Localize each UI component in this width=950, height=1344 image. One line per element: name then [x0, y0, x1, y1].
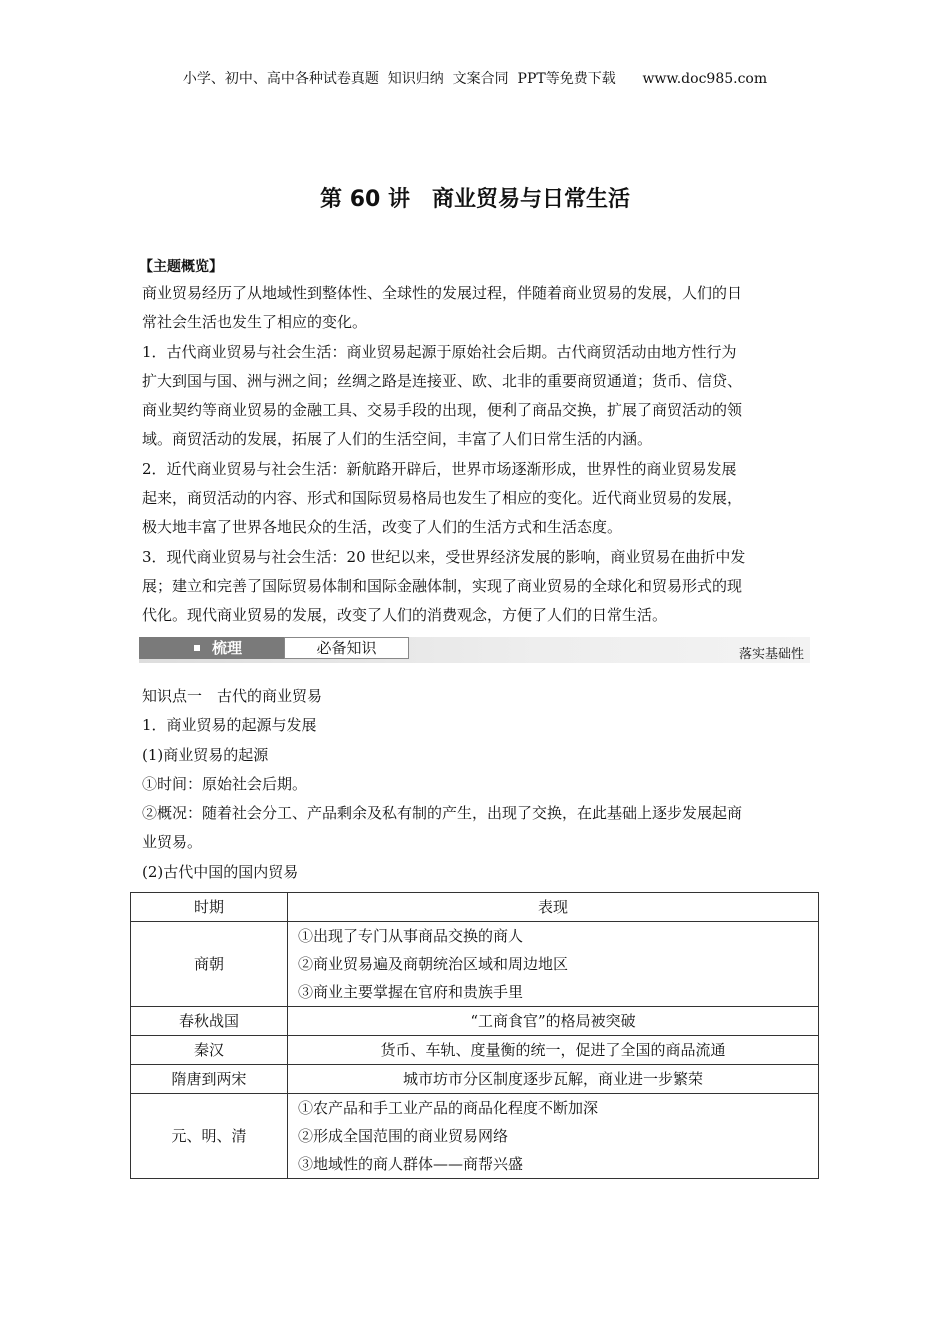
knowledge-section	[142, 682, 812, 887]
text-line: 常社会生活也发生了相应的变化。	[142, 313, 368, 332]
text-line: 起来，商贸活动的内容、形式和国际贸易格局也发生了相应的变化。近代商业贸易的发展，	[142, 489, 743, 508]
content-cell	[288, 1094, 819, 1179]
text-line: 商业贸易经历了从地域性到整体性、全球性的发展过程，伴随着商业贸易的发展，人们的日	[142, 284, 743, 302]
content-item: ①农产品和手工业产品的商品化程度不断加深	[298, 1099, 599, 1117]
period-cell: 隋唐到两宋	[131, 1065, 288, 1094]
text-line: 极大地丰富了世界各地民众的生活，改变了人们的生活方式和生活态度。	[142, 518, 623, 537]
text-line: 2．近代商业贸易与社会生活：新航路开辟后，世界市场逐渐形成，世界性的商业贸易发展	[142, 459, 737, 478]
text-line: 扩大到国与国、洲与洲之间；丝绸之路是连接亚、欧、北非的重要商贸通道；货币、信贷、	[142, 371, 743, 390]
text-line: 1．商业贸易的起源与发展	[142, 716, 317, 735]
content-item: ①出现了专门从事商品交换的商人	[298, 927, 524, 945]
content-item: 货币、车轨、度量衡的统一，促进了全国的商品流通	[380, 1041, 726, 1059]
text-line: 1．古代商业贸易与社会生活：商业贸易起源于原始社会后期。古代商贸活动由地方性行为	[142, 342, 737, 361]
content-item: ③地域性的商人群体——商帮兴盛	[298, 1155, 524, 1173]
overview-section	[139, 255, 812, 631]
period-cell: 元、明、清	[131, 1094, 288, 1179]
text-line: 代化。现代商业贸易的发展，改变了人们的消费观念，方便了人们的日常生活。	[142, 606, 668, 625]
table-row	[131, 1094, 819, 1179]
content-cell	[288, 1036, 819, 1065]
period-cell: 商朝	[131, 922, 288, 1007]
content-cell	[288, 1007, 819, 1036]
text-line: ②概况：随着社会分工、产品剩余及私有制的产生，出现了交换，在此基础上逐步发展起商	[142, 804, 743, 823]
period-cell: 春秋战国	[131, 1007, 288, 1036]
text-line: 展；建立和完善了国际贸易体制和国际金融体制，实现了商业贸易的全球化和贸易形式的现	[142, 576, 743, 595]
content-item: “工商食官”的格局被突破	[470, 1012, 636, 1030]
section-banner	[139, 637, 810, 663]
text-line: ①时间：原始社会后期。	[142, 774, 308, 793]
banner-left	[139, 637, 284, 659]
square-icon	[194, 645, 200, 651]
text-line: 域。商贸活动的发展，拓展了人们的生活空间，丰富了人们日常生活的内涵。	[142, 430, 653, 449]
page-header: 小学、初中、高中各种试卷真题 知识归纳 文案合同 PPT等免费下载 www.doc985.com	[182, 71, 768, 87]
text-line: (1)商业贸易的起源	[142, 745, 269, 764]
content-item: 城市坊市分区制度逐步瓦解，商业进一步繁荣	[402, 1070, 703, 1088]
page-title: 第 60 讲 商业贸易与日常生活	[320, 187, 630, 212]
content-item: ③商业主要掌握在官府和贵族手里	[298, 983, 524, 1001]
content-item: ②形成全国范围的商业贸易网络	[298, 1127, 509, 1145]
text-line: (2)古代中国的国内贸易	[142, 862, 299, 881]
text-line: 业贸易。	[142, 833, 203, 852]
content-cell	[288, 922, 819, 1007]
table-row	[131, 1007, 819, 1036]
banner-middle: 必备知识	[284, 637, 409, 659]
table-row	[131, 922, 819, 1007]
text-line: 3．现代商业贸易与社会生活：20 世纪以来，受世界经济发展的影响，商业贸易在曲折中发	[142, 547, 746, 566]
overview-heading: 【主题概览】	[139, 259, 223, 275]
table-header-content: 表现	[288, 893, 819, 922]
trade-table	[130, 892, 819, 1179]
text-line: 商业契约等商业贸易的金融工具、交易手段的出现，便利了商品交换，扩展了商贸活动的领	[142, 401, 743, 420]
table-header-period: 时期	[131, 893, 288, 922]
table-row	[131, 1036, 819, 1065]
table-row	[131, 1065, 819, 1094]
overview-text	[142, 279, 812, 631]
content-item: ②商业贸易遍及商朝统治区域和周边地区	[298, 955, 569, 973]
banner-left-label: 梳理	[212, 639, 243, 657]
period-cell: 秦汉	[131, 1036, 288, 1065]
text-line: 知识点一 古代的商业贸易	[142, 687, 323, 705]
content-cell	[288, 1065, 819, 1094]
banner-right: 落实基础性	[738, 647, 804, 662]
